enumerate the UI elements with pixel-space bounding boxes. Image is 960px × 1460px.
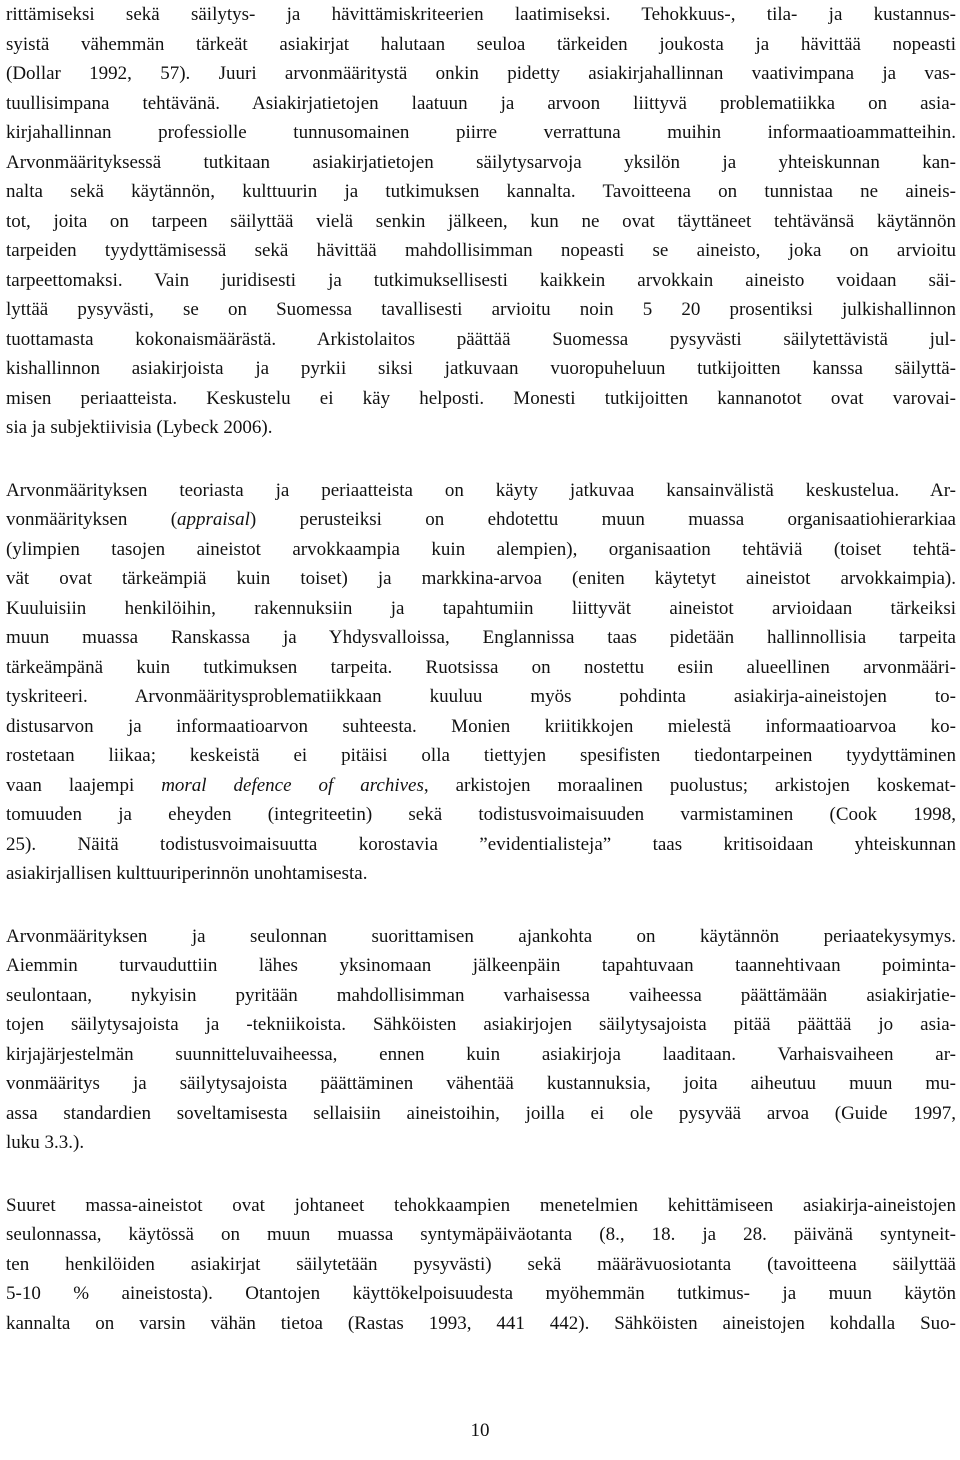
text-line: tyskriteeri. Arvonmääritysproblematiikkaan kuuluu myös pohdinta asiakirja-aineistojen to- [6,686,956,707]
text-line: 5-10 % aineistosta). Otantojen käyttökelpoisuudesta myöhemmän tutkimus- ja muun käytön [6,1283,956,1304]
text-line: vonmäärityksen (appraisal) perusteiksi on ehdotettu muun muassa organisaatiohierarkiaa [6,509,956,530]
text-line: ten henkilöiden asiakirjat säilytetään pysyvästi) sekä määrävuosiotanta (tavoitteena säilyttää [6,1253,956,1275]
text-line: vonmääritys ja säilytysajoista päättäminen vähentää kustannuksia, joita aiheutuu muun mu- [6,1073,956,1094]
text-line: Arvonmäärityksen teoriasta ja periaatteista on käyty jatkuvaa kansainvälistä keskustelua. Ar- [6,479,956,501]
text-line: nalta sekä käytännön, kulttuurin ja tutkimuksen kannalta. Tavoitteena on tunnistaa ne aineis- [6,181,956,202]
text-line: distusarvon ja informaatioarvon suhteesta. Monien kriitikkojen mielestä informaatioarvoa ko- [6,715,956,737]
paragraph-1 [6,0,956,443]
text-line: seulontaan, nykyisin pyritään mahdollisimman varhaisessa vaiheessa päättämään asiakirjatie- [6,984,956,1006]
text-line: seulonnassa, käytössä on muun muassa syntymäpäiväotanta (8., 18. ja 28. päivänä syntyneit- [6,1224,956,1245]
text-line: Suuret massa-aineistot ovat johtaneet tehokkaampien menetelmien kehittämiseen asiakirja-aineistojen [6,1194,956,1216]
text-line: tomuuden ja eheyden (integriteetin) sekä todistusvoimaisuuden varmistaminen (Cook 1998, [6,804,956,825]
text-line: tuullisimpana tehtävänä. Asiakirjatietojen laatuun ja arvoon liittyvä problematiikka on asia- [6,92,956,114]
paragraph-3 [6,922,956,1158]
text-line: misen periaatteista. Keskustelu ei käy helposti. Monesti tutkijoitten kannanotot ovat varovai- [6,387,956,409]
text-line: syistä vähemmän tärkeät asiakirjat halutaan seuloa tärkeiden joukosta ja hävittää nopeasti [6,33,956,55]
text-line: tot, joita on tarpeen säilyttää vielä senkin jälkeen, kun ne ovat täyttäneet tehtävänsä käytännön [6,210,956,232]
text-line: tuottamasta kokonaismäärästä. Arkistolaitos päättää Suomessa pysyvästi säilytettävistä jul- [6,328,956,350]
text-line: assa standardien soveltamisesta sellaisiin aineistoihin, joilla ei ole pysyvää arvoa (Guide 1997, [6,1102,956,1124]
page-number: 10 [470,1420,490,1441]
text-line: Arvonmäärityksessä tutkitaan asiakirjatietojen säilytysarvoja yksilön ja yhteiskunnan kan- [6,151,956,173]
paragraph-spacer [6,443,956,476]
text-line: sia ja subjektiivisia (Lybeck 2006). [6,417,273,438]
text-line: kirjajärjestelmän suunnitteluvaiheessa, ennen kuin asiakirjoja laaditaan. Varhaisvaiheen ar- [6,1043,956,1065]
text-line: tarpeiden tyydyttämisessä sekä hävittää mahdollisimman nopeasti se aineisto, joka on arvioitu [6,240,956,261]
document-page [6,0,956,1338]
paragraph-2 [6,476,956,889]
text-line: vaan laajempi moral defence of archives, arkistojen moraalinen puolustus; arkistojen koskemat- [6,774,956,796]
text-line: Aiemmin turvauduttiin lähes yksinomaan jälkeenpäin tapahtuvaan taannehtivaan poiminta- [6,955,956,976]
text-line: tärkeämpänä kuin tutkimuksen tarpeita. Ruotsissa on nostettu esiin alueellinen arvonmääri- [6,656,956,678]
text-line: Kuuluisiin henkilöihin, rakennuksiin ja tapahtumiin liittyvät aineistot arvioidaan tärkeiksi [6,597,956,619]
text-line: asiakirjallisen kulttuuriperinnön unohtamisesta. [6,863,368,884]
paragraph-4 [6,1191,956,1339]
text-line: rittämiseksi sekä säilytys- ja hävittämiskriteerien laatimiseksi. Tehokkuus-, tila- ja kustannus- [6,4,956,25]
text-line: kishallinnon asiakirjoista ja pyrkii siksi jatkuvaan vuoropuheluun tutkijoitten kanssa säilyttä- [6,358,956,379]
text-line: Arvonmäärityksen ja seulonnan suorittamisen ajankohta on käytännön periaatekysymys. [6,925,956,947]
text-line: tarpeettomaksi. Vain juridisesti ja tutkimuksellisesti kaikkein arvokkain aineisto voidaan säi- [6,269,956,291]
text-line: luku 3.3.). [6,1132,85,1153]
text-line: kirjahallinnan professiolle tunnusomainen piirre verrattuna muihin informaatioammatteihin. [6,122,956,143]
paragraph-spacer [6,1158,956,1191]
text-line: vät ovat tärkeämpiä kuin toiset) ja markkina-arvoa (eniten käytetyt aineistot arvokkaimpia). [6,568,956,589]
text-line: kannalta on varsin vähän tietoa (Rastas 1993, 441 442). Sähköisten aineistojen kohdalla Suo- [6,1312,956,1334]
text-line: (Dollar 1992, 57). Juuri arvonmääritystä onkin pidetty asiakirjahallinnan vaativimpana ja vas- [6,63,956,84]
text-line: tojen säilytysajoista ja -tekniikoista. Sähköisten asiakirjojen säilytysajoista pitää päättää jo asia- [6,1014,956,1035]
paragraph-spacer [6,889,956,922]
text-line: lyttää pysyvästi, se on Suomessa tavallisesti arvioitu noin 5 20 prosentiksi julkishallinnon [6,299,956,320]
text-line: 25). Näitä todistusvoimaisuutta korostavia ”evidentialisteja” taas kritisoidaan yhteiskunnan [6,833,956,855]
text-line: rostetaan liikaa; keskeistä ei pitäisi olla tiettyjen spesifisten tiedontarpeinen tyydyttäminen [6,745,956,766]
text-line: muun muassa Ranskassa ja Yhdysvalloissa, Englannissa taas pidetään hallinnollisia tarpeita [6,627,956,648]
text-line: (ylimpien tasojen aineistot arvokkaampia kuin alempien), organisaation tehtäviä (toiset tehtä- [6,538,956,560]
